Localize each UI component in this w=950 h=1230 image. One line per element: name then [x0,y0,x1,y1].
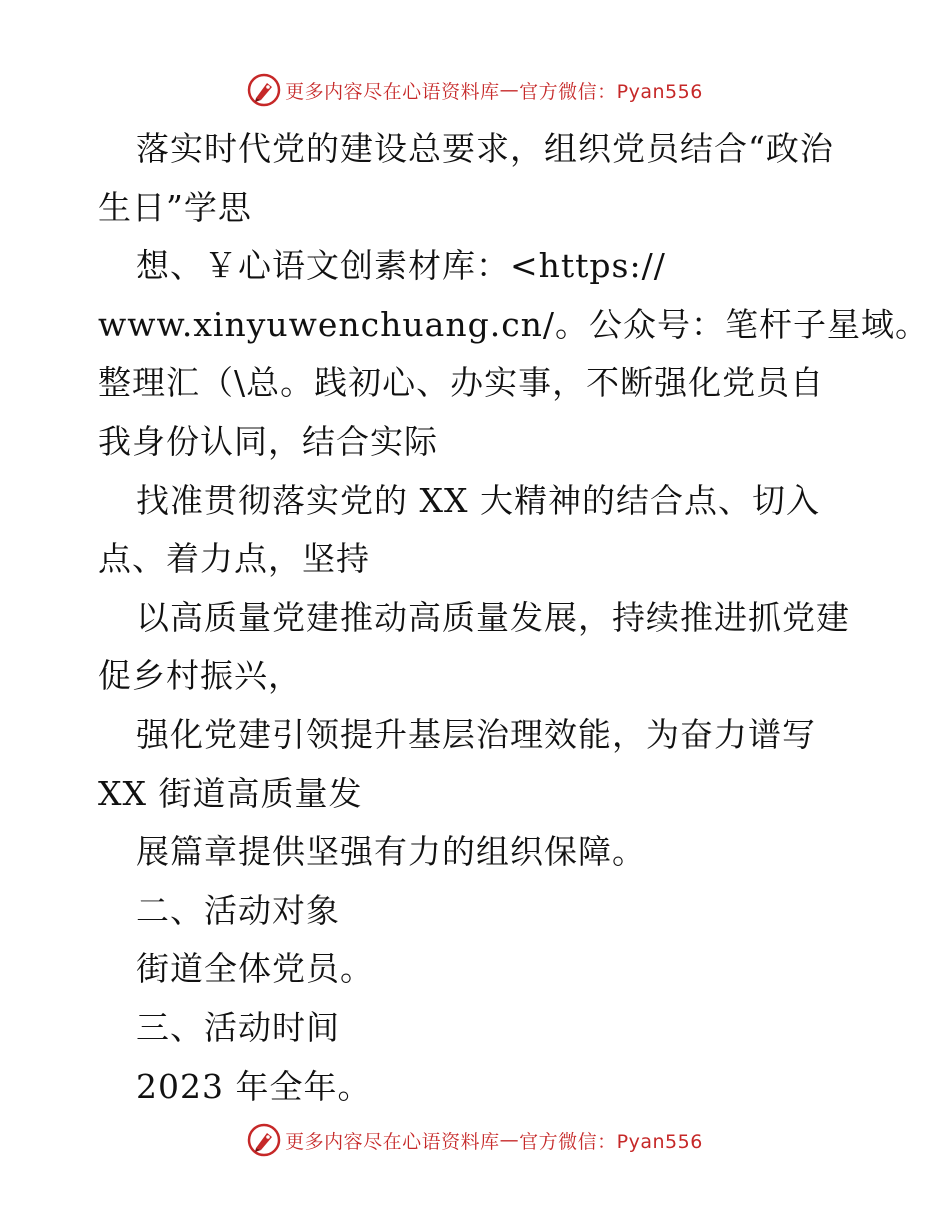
text-line: 强化党建引领提升基层治理效能，为奋力谱写 [136,714,816,754]
watermark-text: 更多内容尽在心语资料库 [285,1130,500,1153]
text-line: 以高质量党建推动高质量发展，持续推进抓党建 [136,597,850,637]
watermark-wechat: 官方微信：Pyan556 [519,80,703,103]
text-line: 三、活动时间 [136,1007,340,1047]
document-body [98,120,930,1116]
text-line: 点、着力点，坚持 [98,539,370,579]
watermark-separator: — [499,79,520,101]
text-line: 找准贯彻落实党的 XX 大精神的结合点、切入 [136,480,820,520]
text-line: 2023 年全年。 [136,1066,372,1106]
pen-nib-logo-icon [247,73,281,107]
text-line: www.xinyuwenchuang.cn/。公众号：笔杆子星域。 [98,304,930,344]
text-line: XX 街道高质量发 [98,773,363,813]
text-line: 整理汇（\总。践初心、办实事，不断强化党员自 [98,363,825,403]
text-line: 我身份认同，结合实际 [98,421,438,461]
text-line: 想、￥心语文创素材库：<https:// [136,246,666,286]
watermark-separator: — [499,1129,520,1151]
text-line: 二、活动对象 [136,890,340,930]
watermark-wechat: 官方微信：Pyan556 [519,1130,703,1153]
footer-watermark [0,1122,950,1158]
text-line: 街道全体党员。 [136,949,374,989]
text-line: 促乡村振兴， [98,656,302,696]
text-line: 展篇章提供坚强有力的组织保障。 [136,832,646,872]
pen-nib-logo-icon [247,1123,281,1157]
text-line: 落实时代党的建设总要求，组织党员结合“政治 [136,129,834,168]
header-watermark [0,72,950,108]
watermark-text: 更多内容尽在心语资料库 [285,80,500,103]
text-line: 生日”学思 [98,187,252,227]
